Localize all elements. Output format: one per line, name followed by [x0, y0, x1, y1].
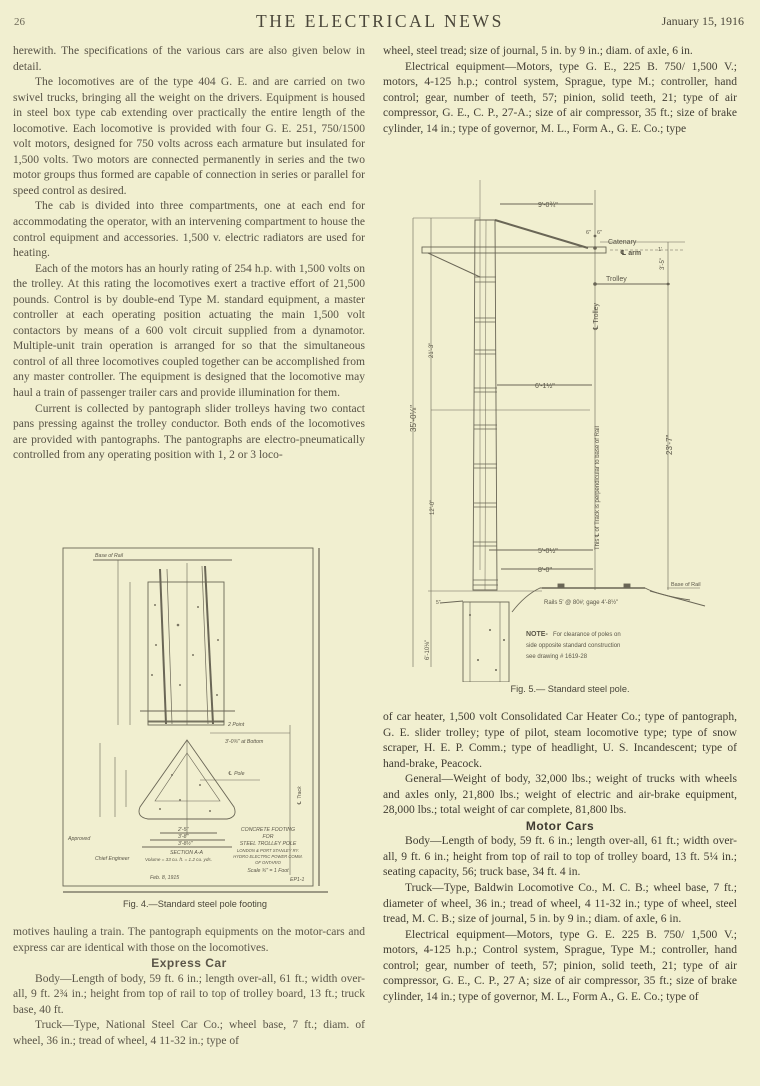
- figure-5-steel-pole-drawing: [400, 170, 740, 682]
- fig5-arm-cl: ℄ arm: [620, 250, 642, 257]
- fig4-title-line: OF ONTARIO: [255, 860, 281, 865]
- fig5-six-b: 6": [597, 230, 603, 236]
- fig5-bottom-span: 8'-0": [538, 567, 552, 574]
- paragraph: herewith. The specifications of the various cars are also given below in detail.: [13, 45, 365, 73]
- arm-brace: [428, 253, 480, 277]
- paragraph: Each of the motors has an hourly rating of 254 h.p. with 1,500 volts on the trolley. At this rating the locomotives exert a tractive effort of 21,500 pounds. Control is by double-end Type M. standard equipment, a master controller at each operating position actuating the main 1,500 volt contactors by means of a 600 volt circuit supplied from a dynamotor. Multiple-unit train operation is arranged for so that the simultaneous control of all three locomotives coupled together can be accomplished from any master controller. The equipment is designed that the locomotive may haul a train of passenger trailer cars and provide illumination for them.: [13, 262, 365, 400]
- fig4-section: SECTION A-A: [170, 850, 203, 856]
- left-column-top: [13, 44, 365, 464]
- fig4-label-base-of-rail: Base of Rail: [95, 553, 123, 559]
- fig5-dim-left-upper: 21'-3": [429, 342, 435, 358]
- paragraph: Current is collected by pantograph slider trolleys having two contact pans pressing against the trolley conductor. Both ends of the locomotives are provided with pantographs. The pantographs are electro-pneumatically controlled from any operating position with 1, 2 or 3 loco-: [13, 402, 365, 462]
- fig5-trolley: Trolley: [606, 276, 627, 283]
- fig4-dim-c: 3'-8½": [178, 841, 193, 847]
- paragraph: of car heater, 1,500 volt Consolidated Car Heater Co.; type of pantograph, G. E. slider trolley; type of pilot, steam locomotive type; type of snow scraper, H. E. P. Comm.; type of headlight, U. S. Incandescent; type of hand-brake, Peacock.: [383, 711, 737, 770]
- fig5-base-of-rail: Base of Rail: [671, 582, 701, 588]
- section-heading-motor-cars: Motor Cars: [525, 818, 595, 833]
- fig5-note-line: see drawing # 1619-28: [526, 654, 588, 660]
- fig4-title-line: CONCRETE FOOTING: [240, 827, 296, 833]
- pole-leg-right: [205, 566, 213, 724]
- paragraph: The locomotives are of the type 404 G. E. and are carried on two swivel trucks, bringing all the weight on the drivers. Equipment is housed in steel box type cab extending over practically the entire length of the locomotive. Each locomotive is provided with four G. E. 251, 750/1500 volt motors, designed for 750 volts across each armature but insulated for 1,500 volts. Two motors are connected permanently in series and the two motor groups thus formed are capable of connection in series or parallel for speed control as desired.: [13, 76, 365, 197]
- issue-date: January 15, 1916: [661, 14, 744, 28]
- fig4-label-pole-cl: ℄ Pole: [228, 771, 245, 777]
- fig4-dates: Feb. 8, 1915: [150, 875, 180, 881]
- fig4-drawing-no: EP1-1: [290, 877, 305, 883]
- right-column-bottom: [383, 710, 737, 1005]
- paragraph: Truck—Type, Baldwin Locomotive Co., M. C. B.; wheel base, 7 ft.; diameter of wheel, 36 in.; tread of wheel, 4 11-32 in.; type of wheel, steel tread, M. C. B.; size of journal, 5 in. by 9 in.; diam. of axle, 6 in.: [383, 882, 737, 926]
- fig4-scale: Scale ¾" = 1 Foot: [247, 868, 289, 874]
- publication-title: THE ELECTRICAL NEWS: [255, 11, 505, 31]
- page-number: 26: [14, 16, 25, 28]
- figure-4-caption: Fig. 4.—Standard steel pole footing: [122, 899, 268, 909]
- fig4-title-line: FOR: [262, 834, 274, 840]
- fig5-top-span: 9'-0¾": [538, 202, 558, 209]
- fig5-small-depth: 5": [436, 600, 441, 606]
- fig5-dim-right: 23'-7": [665, 434, 674, 455]
- fig5-catenary: Catenary: [608, 239, 637, 246]
- fig5-rails: Rails 5' @ 80#; gage 4'-8½": [544, 600, 619, 606]
- pole-leg-left: [160, 569, 166, 724]
- fig5-mid-span: 6'-1½": [535, 383, 555, 390]
- fig5-trolley-cl: ℄ Trolley: [593, 302, 600, 330]
- section-heading-express-car: Express Car: [151, 956, 227, 971]
- fig4-title-line: LONDON & PORT STANLEY RY.: [236, 848, 300, 853]
- fig5-track-note: This ℄ of Track is perpendicular to base of Rail: [595, 426, 601, 550]
- fig4-chief-engineer: Chief Engineer: [95, 856, 130, 862]
- paragraph: General—Weight of body, 32,000 lbs.; weight of trucks with wheels and axles only, 21,800 lbs.; weight of electric and air-brake equipment, 28,000 lbs.; total weight of car complete, 81,800 lbs.: [383, 773, 737, 817]
- fig5-footing-dim: 6'-10⅛": [425, 639, 431, 660]
- fig5-note-line: side opposite standard construction: [526, 643, 621, 649]
- figure-5-caption: Fig. 5.— Standard steel pole.: [510, 684, 630, 694]
- paragraph: Electrical equipment—Motors, type G. E., 225 B. 750/ 1,500 V.; motors, 4-125 h.p.; control system, Sprague, type M.; controller, hand control; gear, number of teeth, 57; pinion, solid teeth, 21; type of air compressor, G. E., C. P., 27-A.; size of air compressor, 35 ft.; size of brake cylinder, 14 in.; type of governor, M. L., Form A., G. E. Co.; type: [383, 60, 737, 135]
- fig4-title-line: HYDRO ELECTRIC POWER COMM.: [233, 854, 303, 859]
- fig5-note-title: NOTE-: [526, 631, 548, 638]
- fig4-label-point: 2 Point: [228, 722, 245, 728]
- left-column-bottom: [13, 925, 365, 1049]
- paragraph: Truck—Type, National Steel Car Co.; wheel base, 7 ft.; diam. of wheel, 36 in.; tread of wheel, 4 11-32 in.; type of: [13, 1019, 365, 1047]
- fig4-volume: Volume = 33 cu. ft. = 1.2 cu. yds.: [145, 857, 212, 862]
- fig5-total-height: 35'-0⅛": [409, 404, 418, 432]
- fig5-note-line: For clearance of poles on: [553, 632, 621, 638]
- fig4-dim-a: 2'-5": [178, 827, 189, 833]
- fig4-label-bottom-dim: 3'-0¾" at Bottom: [225, 739, 264, 745]
- paragraph: Body—Length of body, 59 ft. 6 in.; length over-all, 61 ft.; width over-all, 9 ft. 2¾ in.; height from top of rail to top of trolley board, 13 ft.; truck base, 40 ft.: [13, 972, 365, 1016]
- fig4-label-track-cl: ℄ Track: [297, 786, 303, 805]
- paragraph: The cab is divided into three compartments, one at each end for accommodating the operator, with an intervening compartment to house the control equipment and accessories. 1,500 v. electric radiators are used for heating.: [13, 200, 365, 260]
- right-column-top: [383, 44, 737, 137]
- fig4-approved: Approved: [68, 836, 91, 842]
- paragraph: motives hauling a train. The pantograph equipments on the motor-cars and express car are identical with those on the locomotives.: [13, 926, 365, 954]
- cross-arm: [422, 247, 606, 253]
- fig5-low-span: 5'-0½": [538, 548, 558, 555]
- paragraph: wheel, steel tread; size of journal, 5 in. by 9 in.; diam. of axle, 6 in.: [383, 45, 693, 57]
- fig4-title-line: STEEL TROLLEY POLE: [239, 841, 297, 847]
- fig5-six-a: 6": [586, 230, 592, 236]
- paragraph: Electrical equipment—Motors, type G. E. 225 B. 750/ 1,500 V.; motors, 4-125 h.p.; Control system, Sprague, Type M.; controller, hand control; gear, number of teeth, 57; pinion, solid teeth, 21; type of air compressor, G. E., C. P., 27 A; size of air compressor, 35 ft.; size of brake cylinder, 14 in.; type of governor, M. L., Form A., G. E. Co.; type of: [383, 928, 737, 1003]
- fig5-lower-left: 12'-0": [430, 499, 436, 515]
- fig5-dim-right-top: 3'-5": [660, 258, 666, 270]
- paragraph: Body—Length of body, 59 ft. 6 in.; length over-all, 61 ft.; width over-all, 9 ft. 6 in.; height from top of rail to top of trolley board, 13 ft. 5¼ in.; seating capacity, 56; truck base, 34 ft. 4 in.: [383, 835, 737, 879]
- fig4-dim-b: 3'-8": [178, 834, 189, 840]
- fig5-small-dim: 1': [658, 247, 663, 253]
- arm-tie-rod: [495, 220, 588, 248]
- page-header: [0, 10, 760, 34]
- figure-4-pole-footing-drawing: [60, 545, 332, 895]
